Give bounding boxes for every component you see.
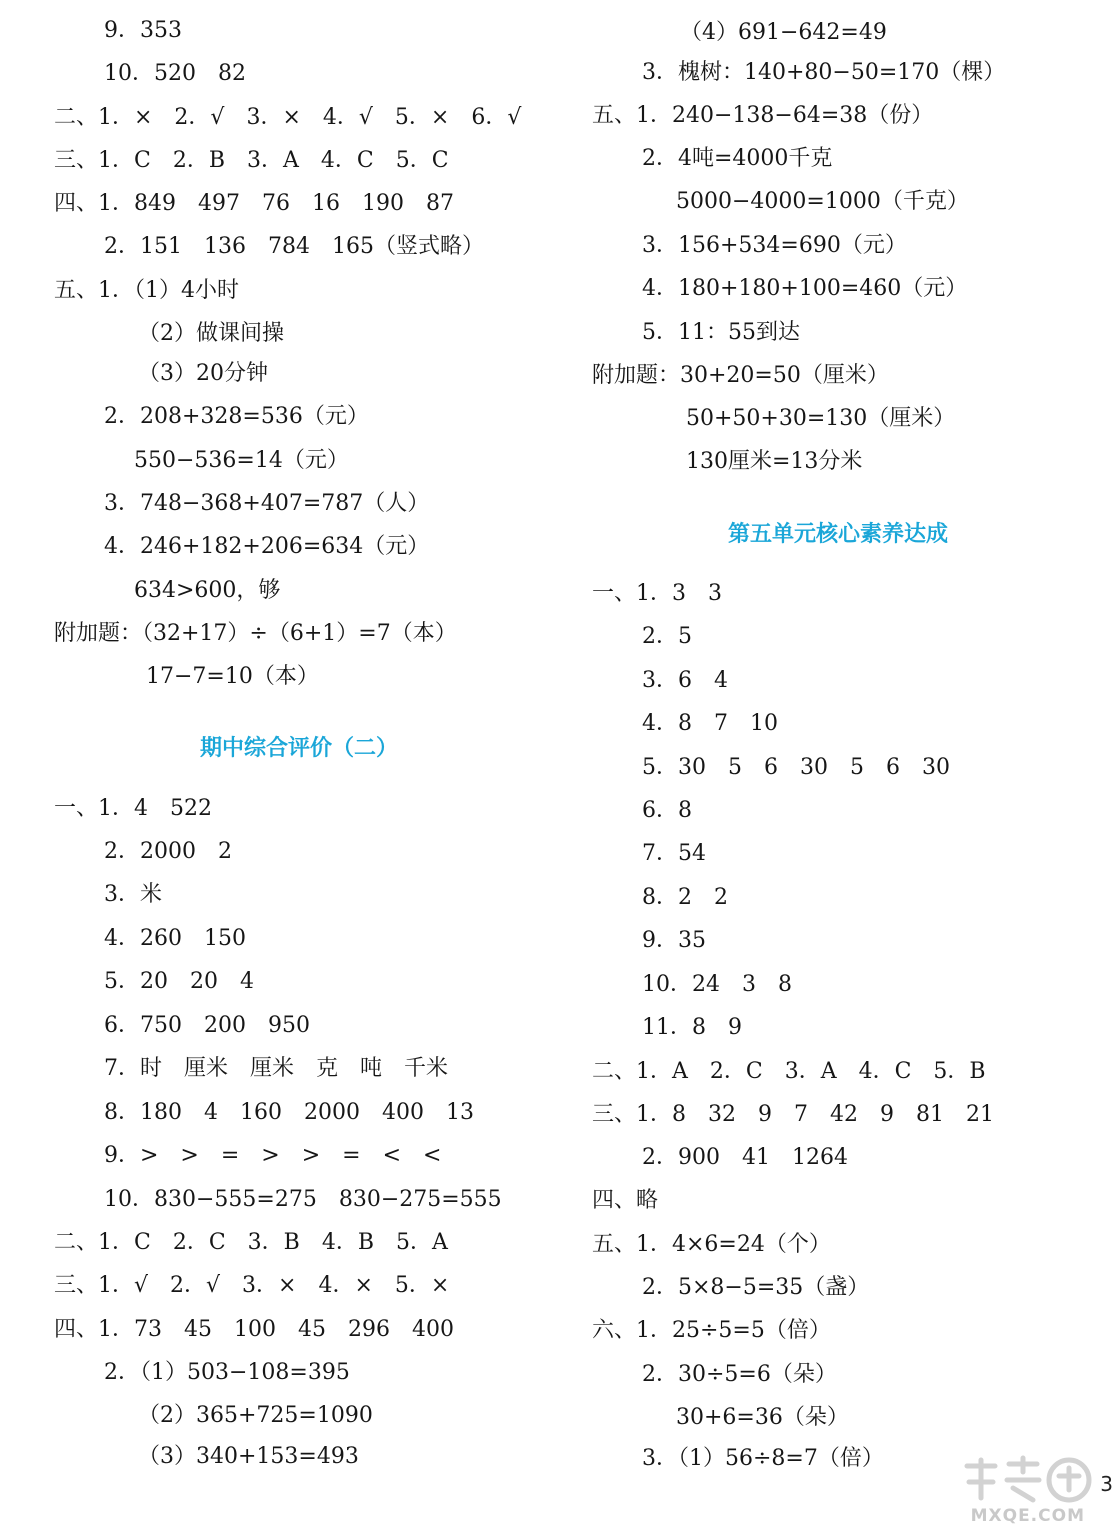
answer-line: 9．> > = > > = < < <box>104 1143 442 1168</box>
answer-line: 四、1．849 497 76 16 190 87 <box>54 191 454 216</box>
answer-line: 3．米 <box>104 882 162 907</box>
answer-line: 二、1．A 2．C 3．A 4．C 5．B <box>592 1059 986 1084</box>
answer-line: 9．353 <box>104 18 182 43</box>
answer-line: 5．30 5 6 30 5 6 30 <box>642 755 950 780</box>
answer-line: 2．4吨=4000千克 <box>642 146 833 171</box>
answer-line: 634>600，够 <box>134 578 281 603</box>
answer-line: 2．900 41 1264 <box>642 1145 848 1170</box>
answer-line: 2．30÷5=6（朵） <box>642 1362 837 1387</box>
answer-line: 2．（1）503−108=395 <box>104 1360 350 1385</box>
answer-line: 4．260 150 <box>104 926 246 951</box>
answer-line: （2）做课间操 <box>138 321 284 346</box>
answer-line: 30+6=36（朵） <box>676 1405 849 1430</box>
answer-line: 3．156+534=690（元） <box>642 233 907 258</box>
answer-line: 4．180+180+100=460（元） <box>642 276 968 301</box>
answer-line: 2．5×8−5=35（盏） <box>642 1275 870 1300</box>
answer-line: （4）691−642=49 <box>680 20 887 45</box>
answer-line: 五、1．240−138−64=38（份） <box>592 103 934 128</box>
answer-line: 550−536=14（元） <box>134 448 349 473</box>
answer-line: 三、1．√ 2．√ 3．× 4．× 5．× <box>54 1273 450 1298</box>
answer-line: 五、1．4×6=24（个） <box>592 1232 831 1257</box>
answer-line: 6．750 200 950 <box>104 1013 310 1038</box>
answer-line: 11．8 9 <box>642 1015 742 1040</box>
answer-line: 17−7=10（本） <box>146 664 319 689</box>
answer-line: 2．151 136 784 165（竖式略） <box>104 234 484 259</box>
answer-line: 3．6 4 <box>642 668 728 693</box>
section-title: 期中综合评价（二） <box>200 736 399 761</box>
answer-line: 附加题：30+20=50（厘米） <box>592 363 889 388</box>
answer-line: 8．2 2 <box>642 885 728 910</box>
answer-line: 10．24 3 8 <box>642 972 792 997</box>
answer-line: 130厘米=13分米 <box>686 449 863 474</box>
answer-line: 8．180 4 160 2000 400 13 <box>104 1100 474 1125</box>
answer-line: 三、1．8 32 9 7 42 9 81 21 <box>592 1102 994 1127</box>
answer-line: 六、1．25÷5=5（倍） <box>592 1318 831 1343</box>
answer-line: 四、1．73 45 100 45 296 400 <box>54 1317 454 1342</box>
answer-line: 50+50+30=130（厘米） <box>686 406 956 431</box>
answer-line: 二、1．× 2．√ 3．× 4．√ 5．× 6．√ <box>54 105 522 130</box>
answer-line: 一、1．3 3 <box>592 581 722 606</box>
answer-line: 10．520 82 <box>104 61 246 86</box>
answer-line: 附加题：（32+17）÷（6+1）=7（本） <box>54 621 457 646</box>
section-title: 第五单元核心素养达成 <box>728 522 949 547</box>
answer-line: （3）20分钟 <box>138 361 268 386</box>
answer-line: （2）365+725=1090 <box>138 1403 373 1428</box>
answer-line: （3）340+153=493 <box>138 1444 359 1469</box>
watermark-text: MXQE.COM <box>970 1506 1085 1526</box>
answer-line: 9．35 <box>642 928 706 953</box>
answer-line: 一、1．4 522 <box>54 796 212 821</box>
answer-line: 四、略 <box>592 1188 659 1213</box>
answer-line: 4．246+182+206=634（元） <box>104 534 430 559</box>
answer-line: 6．8 <box>642 798 692 823</box>
answer-line: 3．（1）56÷8=7（倍） <box>642 1446 884 1471</box>
answer-line: 5．11：55到达 <box>642 320 800 345</box>
answer-line: 3．槐树：140+80−50=170（棵） <box>642 60 1006 85</box>
answer-line: 2．5 <box>642 624 692 649</box>
answer-line: 3．748−368+407=787（人） <box>104 491 430 516</box>
answer-line: 5．20 20 4 <box>104 969 254 994</box>
answer-line: 五、1．（1）4小时 <box>54 278 239 303</box>
answer-line: 10．830−555=275 830−275=555 <box>104 1187 502 1212</box>
page-number: 3 <box>1100 1472 1113 1496</box>
answer-line: 4．8 7 10 <box>642 711 778 736</box>
answer-line: 5000−4000=1000（千克） <box>676 189 969 214</box>
answer-line: 7．54 <box>642 841 706 866</box>
answer-line: 2．2000 2 <box>104 839 232 864</box>
answer-line: 二、1．C 2．C 3．B 4．B 5．A <box>54 1230 448 1255</box>
answer-line: 2．208+328=536（元） <box>104 404 369 429</box>
answer-line: 三、1．C 2．B 3．A 4．C 5．C <box>54 148 449 173</box>
answer-line: 7．时 厘米 厘米 克 吨 千米 <box>104 1056 448 1081</box>
